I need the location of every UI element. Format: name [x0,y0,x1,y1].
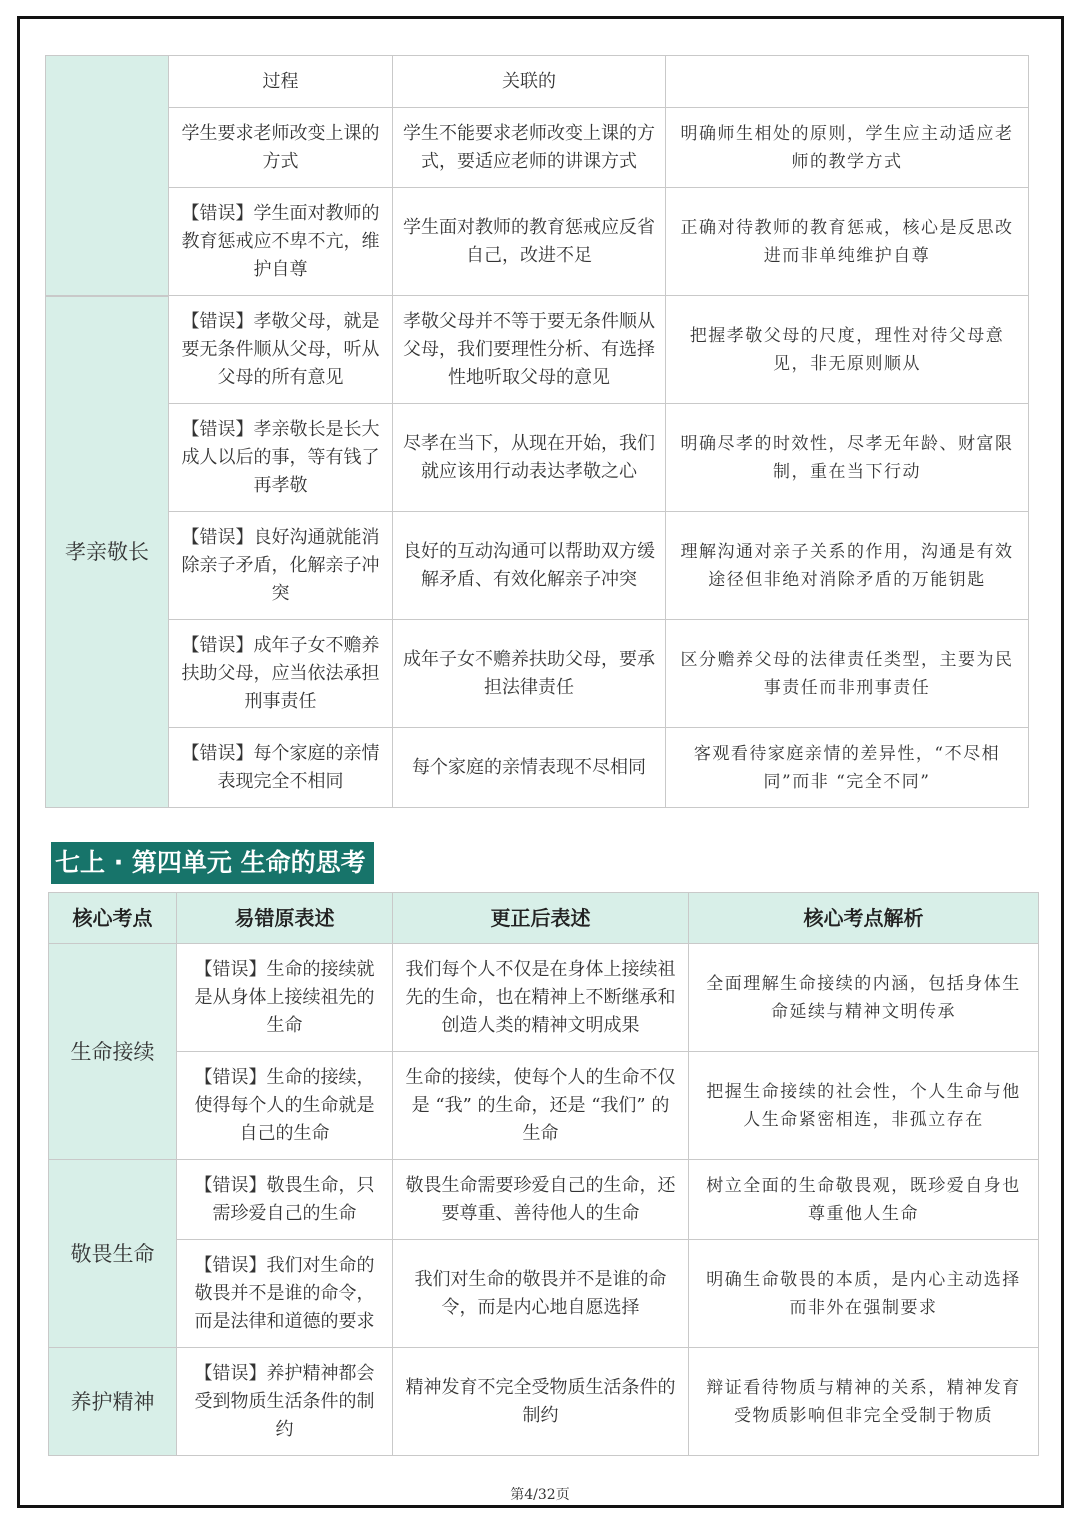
wrong-statement: 【错误】成年子女不赡养扶助父母，应当依法承担刑事责任 [169,620,393,728]
wrong-statement: 【错误】孝亲敬长是长大成人以后的事，等有钱了再孝敬 [169,404,393,512]
table-row [46,404,1029,512]
table-row [49,1052,1039,1160]
wrong-statement: 【错误】学生面对教师的教育惩戒应不卑不亢，维护自尊 [169,188,393,296]
table-family [45,55,1029,808]
header-correct: 更正后表述 [393,893,689,944]
table-row [46,620,1029,728]
table-row [49,1240,1039,1348]
wrong-statement: 【错误】生命的接续就是从身体上接续祖先的生命 [177,944,393,1052]
wrong-statement: 【错误】敬畏生命，只需珍爱自己的生命 [177,1160,393,1240]
analysis: 把握孝敬父母的尺度，理性对待父母意见，非无原则顺从 [666,296,1029,404]
category-cell: 敬畏生命 [49,1160,177,1348]
wrong-statement: 学生要求老师改变上课的方式 [169,108,393,188]
analysis: 明确生命敬畏的本质，是内心主动选择而非外在强制要求 [689,1240,1039,1348]
analysis [666,56,1029,108]
corrected-statement: 学生不能要求老师改变上课的方式，要适应老师的讲课方式 [393,108,666,188]
corrected-statement: 生命的接续，使每个人的生命不仅是 “我” 的生命，还是 “我们” 的生命 [393,1052,689,1160]
analysis: 树立全面的生命敬畏观，既珍爱自身也尊重他人生命 [689,1160,1039,1240]
category-cell: 养护精神 [49,1348,177,1456]
header-analysis: 核心考点解析 [689,893,1039,944]
corrected-statement: 成年子女不赡养扶助父母，要承担法律责任 [393,620,666,728]
table-row [46,296,1029,404]
analysis: 正确对待教师的教育惩戒，核心是反思改进而非单纯维护自尊 [666,188,1029,296]
analysis: 辩证看待物质与精神的关系，精神发育受物质影响但非完全受制于物质 [689,1348,1039,1456]
analysis: 明确尽孝的时效性，尽孝无年龄、财富限制，重在当下行动 [666,404,1029,512]
wrong-statement: 过程 [169,56,393,108]
corrected-statement: 我们每个人不仅是在身体上接续祖先的生命，也在精神上不断继承和创造人类的精神文明成果 [393,944,689,1052]
corrected-statement: 尽孝在当下，从现在开始，我们就应该用行动表达孝敬之心 [393,404,666,512]
wrong-statement: 【错误】孝敬父母，就是要无条件顺从父母，听从父母的所有意见 [169,296,393,404]
analysis: 理解沟通对亲子关系的作用，沟通是有效途径但非绝对消除矛盾的万能钥匙 [666,512,1029,620]
table-row [46,108,1029,188]
category-cell-empty [46,56,169,296]
wrong-statement: 【错误】每个家庭的亲情表现完全不相同 [169,728,393,808]
category-cell: 生命接续 [49,944,177,1160]
corrected-statement: 我们对生命的敬畏并不是谁的命令，而是内心地自愿选择 [393,1240,689,1348]
table-row [49,1348,1039,1456]
corrected-statement: 孝敬父母并不等于要无条件顺从父母，我们要理性分析、有选择性地听取父母的意见 [393,296,666,404]
table-row [49,1160,1039,1240]
table-row [46,512,1029,620]
analysis: 全面理解生命接续的内涵，包括身体生命延续与精神文明传承 [689,944,1039,1052]
wrong-statement: 【错误】良好沟通就能消除亲子矛盾，化解亲子冲突 [169,512,393,620]
header-wrong: 易错原表述 [177,893,393,944]
wrong-statement: 【错误】生命的接续，使得每个人的生命就是自己的生命 [177,1052,393,1160]
section-title: 七上 · 第四单元 生命的思考 [51,842,374,884]
table-life [48,892,1039,1456]
analysis: 把握生命接续的社会性，个人生命与他人生命紧密相连，非孤立存在 [689,1052,1039,1160]
corrected-statement: 良好的互动沟通可以帮助双方缓解矛盾、有效化解亲子冲突 [393,512,666,620]
analysis: 明确师生相处的原则，学生应主动适应老师的教学方式 [666,108,1029,188]
analysis: 客观看待家庭亲情的差异性，“不尽相同”而非 “完全不同” [666,728,1029,808]
table-row [46,56,1029,108]
corrected-statement: 每个家庭的亲情表现不尽相同 [393,728,666,808]
table-row [46,728,1029,808]
wrong-statement: 【错误】我们对生命的敬畏并不是谁的命令，而是法律和道德的要求 [177,1240,393,1348]
corrected-statement: 敬畏生命需要珍爱自己的生命，还要尊重、善待他人的生命 [393,1160,689,1240]
header-core-point: 核心考点 [49,893,177,944]
corrected-statement: 精神发育不完全受物质生活条件的制约 [393,1348,689,1456]
table-row [46,188,1029,296]
corrected-statement: 学生面对教师的教育惩戒应反省自己，改进不足 [393,188,666,296]
table-header-row [49,893,1039,944]
category-cell: 孝亲敬长 [46,296,169,808]
wrong-statement: 【错误】养护精神都会受到物质生活条件的制约 [177,1348,393,1456]
page-number: 第4/32页 [510,1487,570,1503]
corrected-statement: 关联的 [393,56,666,108]
table-row [49,944,1039,1052]
analysis: 区分赡养父母的法律责任类型，主要为民事责任而非刑事责任 [666,620,1029,728]
